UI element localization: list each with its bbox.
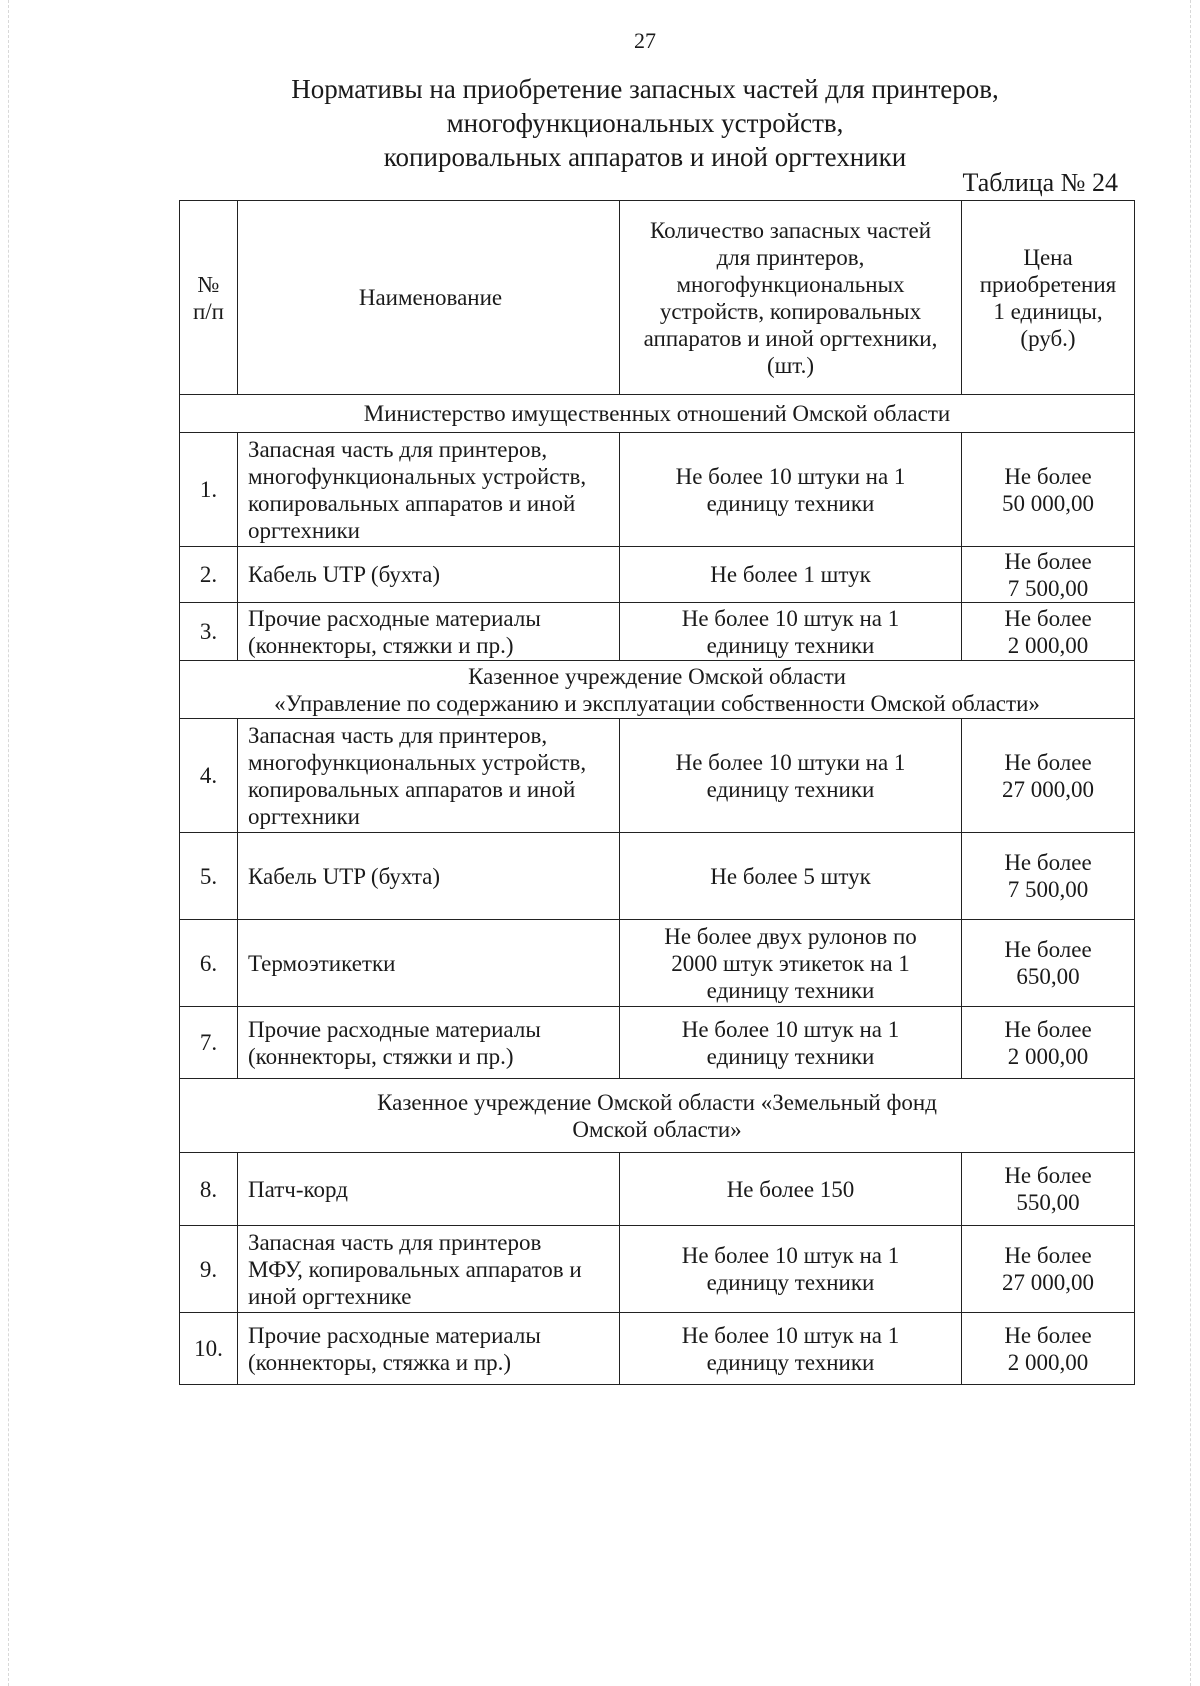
- section-title: Министерство имущественных отношений Омской области: [180, 395, 1135, 433]
- title-line: многофункциональных устройств,: [446, 108, 844, 138]
- row-qty: Не более 10 штук на 1 единицу техники: [620, 1313, 962, 1385]
- table-row: [180, 1007, 1135, 1079]
- row-qty: Не более 10 штук на 1 единицу техники: [620, 1007, 962, 1079]
- section-row: [180, 395, 1135, 433]
- header-row: [180, 201, 1135, 395]
- table-row: [180, 433, 1135, 547]
- row-price: Не более 2 000,00: [962, 603, 1135, 661]
- table-row: [180, 920, 1135, 1007]
- table-row: [180, 719, 1135, 833]
- row-price: Не более 50 000,00: [962, 433, 1135, 547]
- row-qty: Не более 1 штук: [620, 547, 962, 603]
- section-title: Казенное учреждение Омской области «Управление по содержанию и эксплуатации собственности Омской области»: [180, 661, 1135, 719]
- row-name: Запасная часть для принтеров, многофункциональных устройств, копировальных аппаратов и иной оргтехники: [238, 433, 620, 547]
- row-num: 7.: [180, 1007, 238, 1079]
- row-name: Прочие расходные материалы (коннекторы, стяжки и пр.): [238, 603, 620, 661]
- row-price: Не более 2 000,00: [962, 1007, 1135, 1079]
- row-name: Патч-корд: [238, 1153, 620, 1226]
- row-price: Не более 2 000,00: [962, 1313, 1135, 1385]
- row-qty: Не более 10 штук на 1 единицу техники: [620, 603, 962, 661]
- table-row: [180, 603, 1135, 661]
- row-num: 3.: [180, 603, 238, 661]
- row-qty: Не более 150: [620, 1153, 962, 1226]
- row-name: Запасная часть для принтеров МФУ, копировальных аппаратов и иной оргтехнике: [238, 1226, 620, 1313]
- title-line: Нормативы на приобретение запасных частей для принтеров,: [291, 74, 999, 104]
- row-qty: Не более двух рулонов по 2000 штук этикеток на 1 единицу техники: [620, 920, 962, 1007]
- row-num: 10.: [180, 1313, 238, 1385]
- page-number: 27: [634, 28, 656, 53]
- table-row: [180, 1153, 1135, 1226]
- row-name: Кабель UTP (бухта): [238, 547, 620, 603]
- header-qty: Количество запасных частей для принтеров, многофункциональных устройств, копировальных аппаратов и иной оргтехники, (шт.): [620, 201, 962, 395]
- row-name: Термоэтикетки: [238, 920, 620, 1007]
- row-num: 6.: [180, 920, 238, 1007]
- row-price: Не более 7 500,00: [962, 547, 1135, 603]
- row-qty: Не более 5 штук: [620, 833, 962, 920]
- row-qty: Не более 10 штуки на 1 единицу техники: [620, 433, 962, 547]
- header-price: Цена приобретения 1 единицы, (руб.): [962, 201, 1135, 395]
- row-name: Кабель UTP (бухта): [238, 833, 620, 920]
- row-num: 8.: [180, 1153, 238, 1226]
- document-title: [0, 72, 1200, 174]
- row-price: Не более 27 000,00: [962, 719, 1135, 833]
- scan-edge-left: [8, 0, 10, 1686]
- row-price: Не более 27 000,00: [962, 1226, 1135, 1313]
- scan-edge-right: [1190, 0, 1192, 1686]
- header-num: № п/п: [180, 201, 238, 395]
- row-num: 1.: [180, 433, 238, 547]
- row-price: Не более 650,00: [962, 920, 1135, 1007]
- table-row: [180, 1226, 1135, 1313]
- section-row: [180, 661, 1135, 719]
- table-label: Таблица № 24: [962, 168, 1118, 197]
- row-qty: Не более 10 штук на 1 единицу техники: [620, 1226, 962, 1313]
- row-qty: Не более 10 штуки на 1 единицу техники: [620, 719, 962, 833]
- header-name: Наименование: [238, 201, 620, 395]
- row-num: 9.: [180, 1226, 238, 1313]
- section-title: Казенное учреждение Омской области «Земельный фонд Омской области»: [180, 1079, 1135, 1153]
- row-name: Запасная часть для принтеров, многофункциональных устройств, копировальных аппаратов и иной оргтехники: [238, 719, 620, 833]
- table-row: [180, 547, 1135, 603]
- row-num: 5.: [180, 833, 238, 920]
- row-price: Не более 7 500,00: [962, 833, 1135, 920]
- table-row: [180, 1313, 1135, 1385]
- row-name: Прочие расходные материалы (коннекторы, стяжка и пр.): [238, 1313, 620, 1385]
- norms-table: [179, 200, 1135, 1385]
- table-row: [180, 833, 1135, 920]
- row-num: 2.: [180, 547, 238, 603]
- title-line: копировальных аппаратов и иной оргтехники: [383, 142, 907, 172]
- section-row: [180, 1079, 1135, 1153]
- row-name: Прочие расходные материалы (коннекторы, стяжки и пр.): [238, 1007, 620, 1079]
- row-price: Не более 550,00: [962, 1153, 1135, 1226]
- row-num: 4.: [180, 719, 238, 833]
